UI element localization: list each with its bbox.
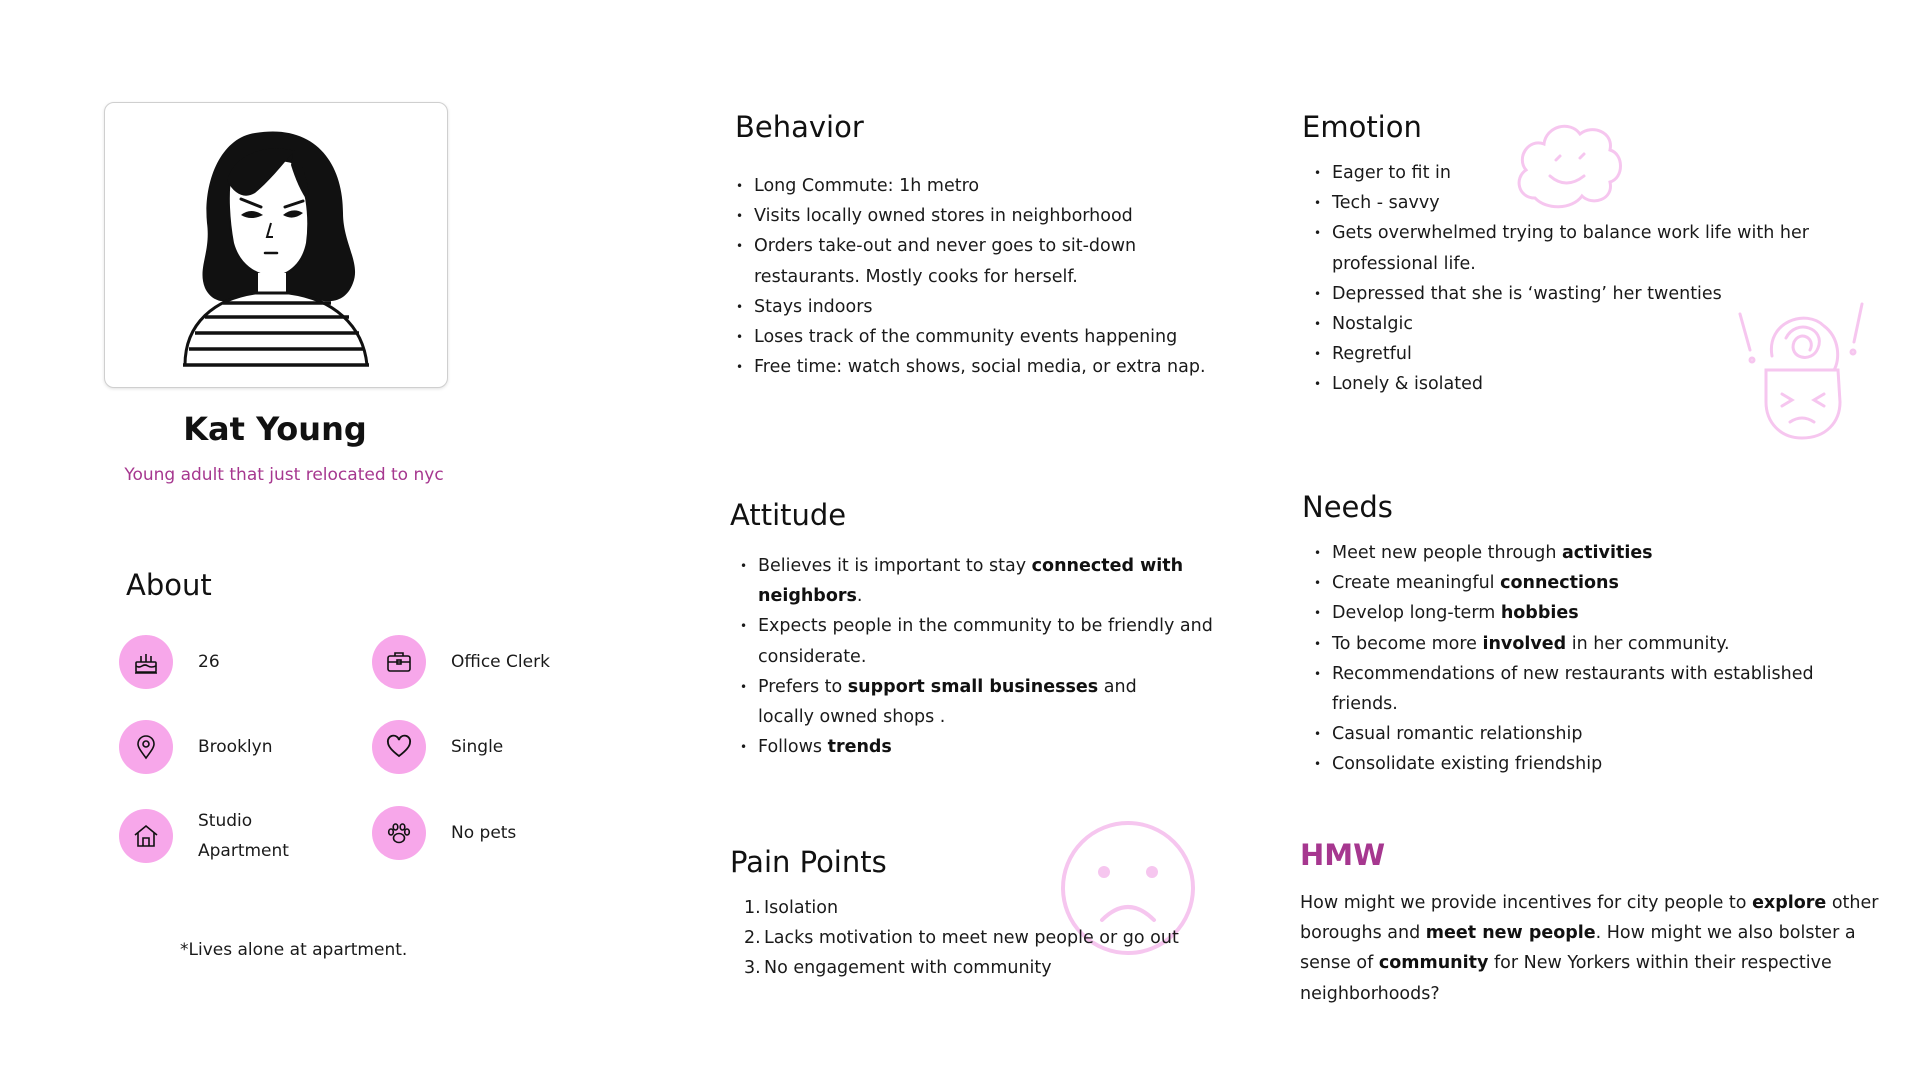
briefcase-icon xyxy=(372,635,426,689)
behavior-item: • Visits locally owned stores in neighborhood xyxy=(736,201,1216,231)
behavior-list xyxy=(736,171,1216,382)
emotion-item: • Regretful xyxy=(1314,339,1834,369)
housing-label: Studio Apartment xyxy=(198,811,289,861)
needs-item: • Recommendations of new restaurants with established friends. xyxy=(1314,659,1832,719)
needs-item: • To become more involved in her community. xyxy=(1314,629,1834,659)
persona-name: Kat Young xyxy=(183,410,367,448)
behavior-item: • Orders take-out and never goes to sit-down restaurants. Mostly cooks for herself. xyxy=(736,231,1154,291)
attitude-item: • Expects people in the community to be friendly and considerate. xyxy=(740,611,1218,671)
persona-subtitle: Young adult that just relocated to nyc xyxy=(124,465,444,485)
emotion-item: • Tech - savvy xyxy=(1314,188,1834,218)
heart-icon xyxy=(372,720,426,774)
about-title: About xyxy=(126,568,212,602)
emotion-item: • Gets overwhelmed trying to balance work life with her professional life. xyxy=(1314,218,1832,278)
age-label: 26 xyxy=(198,652,220,672)
needs-item: • Create meaningful connections xyxy=(1314,568,1834,598)
emotion-item: • Lonely & isolated xyxy=(1314,369,1834,399)
about-age xyxy=(119,635,220,689)
needs-title: Needs xyxy=(1302,490,1393,524)
needs-item: • Meet new people through activities xyxy=(1314,538,1834,568)
footnote: *Lives alone at apartment. xyxy=(180,940,408,960)
attitude-list xyxy=(740,551,1220,762)
needs-list xyxy=(1314,538,1834,780)
about-housing xyxy=(119,806,318,866)
emotion-list xyxy=(1314,158,1834,400)
behavior-item: • Free time: watch shows, social media, or extra nap. xyxy=(736,352,1216,382)
location-pin-icon xyxy=(119,720,173,774)
emotion-item: • Eager to fit in xyxy=(1314,158,1834,188)
behavior-item: • Loses track of the community events happening xyxy=(736,322,1216,352)
avatar-illustration-icon xyxy=(105,103,447,387)
house-icon xyxy=(119,809,173,863)
behavior-item: • Long Commute: 1h metro xyxy=(736,171,1216,201)
location-label: Brooklyn xyxy=(198,737,273,757)
pain-point-item: 3. No engagement with community xyxy=(744,958,1052,979)
needs-item: • Consolidate existing friendship xyxy=(1314,749,1834,779)
attitude-item: • Follows trends xyxy=(740,732,1220,762)
relationship-label: Single xyxy=(451,737,504,757)
attitude-item: • Prefers to support small businesses and locally owned shops . xyxy=(740,672,1198,732)
about-occupation xyxy=(372,635,550,689)
needs-item: • Develop long-term hobbies xyxy=(1314,598,1834,628)
birthday-cake-icon xyxy=(119,635,173,689)
emotion-item: • Depressed that she is ‘wasting’ her twenties xyxy=(1314,279,1834,309)
behavior-item: • Stays indoors xyxy=(736,292,1216,322)
pain-point-item: 1. Isolation xyxy=(744,898,839,918)
pain-points-list xyxy=(744,893,1264,984)
about-pets xyxy=(372,806,516,860)
paw-icon xyxy=(372,806,426,860)
emotion-item: • Nostalgic xyxy=(1314,309,1834,339)
avatar-card xyxy=(104,102,448,388)
behavior-title: Behavior xyxy=(735,110,864,144)
needs-item: • Casual romantic relationship xyxy=(1314,719,1834,749)
occupation-label: Office Clerk xyxy=(451,652,550,672)
emotion-title: Emotion xyxy=(1302,110,1422,144)
pain-point-item: 2. Lacks motivation to meet new people or go out xyxy=(744,928,1179,949)
hmw-statement: How might we provide incentives for city people to explore other boroughs and meet new people. How might we also bolster a sense of community for New Yorkers within their respective neighborhoods? xyxy=(1300,893,1879,1004)
hmw-title: HMW xyxy=(1300,838,1386,872)
about-relationship xyxy=(372,720,503,774)
pain-points-title: Pain Points xyxy=(730,845,887,879)
attitude-title: Attitude xyxy=(730,498,847,532)
attitude-item: • Believes it is important to stay connected with neighbors. xyxy=(740,551,1188,611)
about-location xyxy=(119,720,272,774)
pets-label: No pets xyxy=(451,823,517,843)
